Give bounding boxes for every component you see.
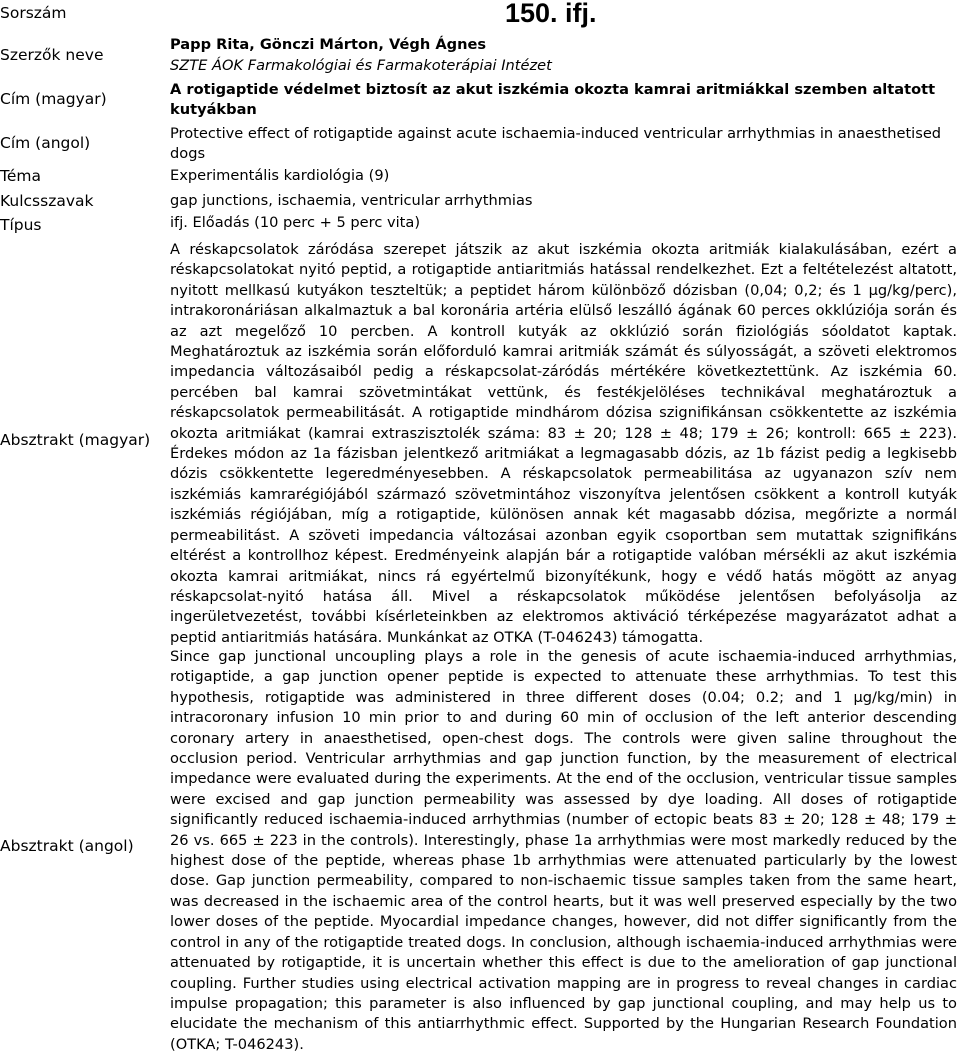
label-cim-angol: Cím (angol) [0,134,91,152]
abstract-english: Since gap junctional uncoupling plays a role in the genesis of acute ischaemia-induced arrhythmias, rotigaptide, a gap junction opener peptide is expected to attenuate these arrhythmias. To test this hypothesis, rotigaptide was administered in three different doses (0.04; 0.2; and 1 µg/kg/min) in intracoronary infusion 10 min prior to and during 60 min of occlusion of the left anterior descending coronary artery in anaesthetised, open-chest dogs. The controls were given saline throughout the occlusion period. Ventricular arrhythmias and gap junction function, by the measurement of electrical impedance were evaluated during the experiments. At the end of the occlusion, ventricular tissue samples were excised and gap junction permeability was assessed by dye loading. All doses of rotigaptide significantly reduced ischaemia-induced arrhythmias (number of ectopic beats 83 ± 20; 128 ± 48; 179 ± 26 vs. 665 ± 223 in the controls). Interestingly, phase 1a arrhythmias were most markedly reduced by the highest dose of the peptide, whereas phase 1b arrhythmias were attenuated particularly by the lowest dose. Gap junction permeability, compared to non-ischaemic tissue samples taken from the same heart, was decreased in the ischaemic area of the control hearts, but it was well preserved especially by the two lower doses of the peptide. Myocardial impedance changes, however, did not differ significantly from the control in any of the rotigaptide treated dogs. In conclusion, although ischaemia-induced arrhythmias were attenuated by rotigaptide, it is uncertain whether this effect is due to the amelioration of gap junctional coupling. Further studies using electrical activation mapping are in progress to reveal changes in cardiac impulse propagation; this parameter is also influenced by gap junctional coupling, and may help us to elucidate the mechanism of this antiarrhythmic effect. Supported by the Hungarian Research Foundation (OTKA; T-046243). [170,648,957,1053]
keywords: gap junctions, ischaemia, ventricular arrhythmias [170,192,533,209]
record-number: 150. ifj. [505,0,597,28]
presentation-type: ifj. Előadás (10 perc + 5 perc vita) [170,214,421,231]
authors: Papp Rita, Gönczi Márton, Végh Ágnes [170,36,487,53]
label-szerzok: Szerzők neve [0,46,104,64]
title-hungarian: A rotigaptide védelmet biztosít az akut iszkémia okozta kamrai aritmiákkal szemben altatott kutyákban [170,81,936,119]
label-tipus: Típus [0,216,42,234]
label-tema: Téma [0,167,41,185]
institute: SZTE ÁOK Farmakológiai és Farmakoterápiai Intézet [170,57,552,74]
abstract-hungarian: A réskapcsolatok záródása szerepet játszik az akut iszkémia okozta aritmiák kialakulásában, ezért a réskapcsolatokat nyitó peptid, a rotigaptide antiaritmiás hatással rendelkezhet. Ezt a feltételezést altatott, nyitott mellkasú kutyákon teszteltük; a peptidet három különböző dózisban (0,04; 0,2; és 1 µg/kg/perc), intrakoronáriásan alkalmaztuk a bal koronária artéria elülső leszálló ágának 60 perces okklúziója során és az azt megelőző 10 percben. A kontroll kutyák az okklúzió során fiziológiás sóoldatot kaptak. Meghatároztuk az iszkémia során előforduló kamrai aritmiák számát és súlyosságát, a szöveti elektromos impedancia változásaiból pedig a réskapcsolat-záródás mértékére következtettünk. Az iszkémia 60. percében bal kamrai szövetmintákat vettünk, és festékjelöléses technikával meghatároztuk a réskapcsolatok permeabilitását. A rotigaptide mindhárom dózisa szignifikánsan csökkentette az iszkémia okozta aritmiákat (kamrai extraszisztolék száma: 83 ± 20; 128 ± 48; 179 ± 26; kontroll: 665 ± 223). Érdekes módon az 1a fázisban jelentkező aritmiákat a legmagasabb dózis, az 1b fázist pedig a legkisebb dózis csökkentette legeredményesebben. A réskapcsolatok permeabilitása az ugyanazon szív nem iszkémiás kamrarégiójából származó szövetmintához viszonyítva jelentősen csökkent a kontroll kutyák iszkémiás régiójában, míg a rotigaptide, különösen annak két magasabb dózisa, megőrizte a normál permeabilitást. A szöveti impedancia változásai azonban egyik csoportban sem mutattak szignifikáns eltérést a kontrollhoz képest. Eredményeink alapján bár a rotigaptide valóban mérsékli az akut iszkémia okozta kamrai aritmiákat, nincs rá egyértelmű bizonyítékunk, hogy e védő hatás mögött az anyag réskapcsolat-nyitó hatása áll. Mivel a réskapcsolatok működése jelentősen befolyásolja az ingerületvezetést, további kísérleteinkben az elektromos aktiváció térképezése magyarázatot adhat a peptid antiaritmiás hatására. Munkánkat az OTKA (T-046243) támogatta. [170,241,957,646]
title-english: Protective effect of rotigaptide against acute ischaemia-induced ventricular arrhythmias in anaesthetised dogs [170,125,942,163]
label-sorszam: Sorszám [0,4,67,22]
label-abs-magyar: Absztrakt (magyar) [0,431,151,449]
topic: Experimentális kardiológia (9) [170,167,390,184]
label-kulcsszavak: Kulcsszavak [0,192,94,210]
label-cim-magyar: Cím (magyar) [0,90,107,108]
label-abs-angol: Absztrakt (angol) [0,837,134,855]
